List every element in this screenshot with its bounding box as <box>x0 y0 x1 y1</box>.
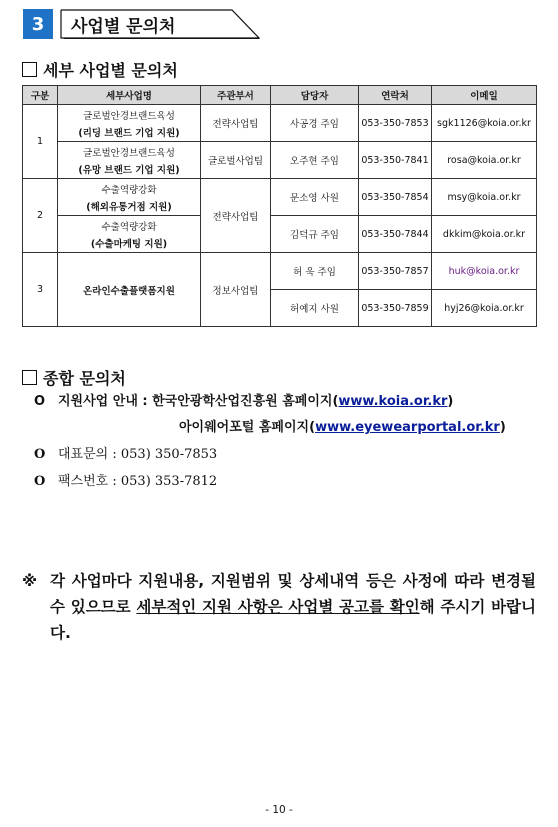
column-header: 담당자 <box>271 86 359 105</box>
table-header-row <box>23 86 537 105</box>
eyewear-portal-link[interactable]: www.eyewearportal.or.kr <box>315 420 500 435</box>
row-number: 2 <box>23 179 58 253</box>
table-row <box>23 179 537 216</box>
section-title-box <box>60 9 260 39</box>
program-subname: (유망 브랜드 기업 지원) <box>78 164 180 176</box>
person-cell: 김덕규 주임 <box>271 216 359 253</box>
phone-cell: 053-350-7854 <box>359 179 432 216</box>
program-name: 글로벌안경브랜드육성 <box>83 147 175 159</box>
detail-heading <box>22 58 178 81</box>
program-name: 수출역량강화 <box>101 221 157 233</box>
email-cell[interactable]: sgk1126@koia.or.kr <box>432 105 537 142</box>
table-row <box>23 216 537 253</box>
program-subname: (해외유통거점 지원) <box>86 201 172 213</box>
section-header <box>23 9 261 39</box>
department-cell: 정보사업팀 <box>201 253 271 327</box>
email-cell[interactable]: hyj26@koia.or.kr <box>432 290 537 327</box>
bullet-circle-icon: O <box>34 474 46 489</box>
notice-block <box>22 568 536 646</box>
column-header: 주관부서 <box>201 86 271 105</box>
phone-cell: 053-350-7859 <box>359 290 432 327</box>
fax-line <box>34 470 217 489</box>
row-number: 1 <box>23 105 58 179</box>
program-name: 수출역량강화 <box>101 184 157 196</box>
notice-underlined: 세부적인 지원 사항은 사업별 공고를 확인 <box>136 598 420 616</box>
support-close: ) <box>447 394 454 409</box>
program-cell <box>58 105 201 142</box>
program-subname: (리딩 브랜드 기업 지원) <box>78 127 180 139</box>
column-header: 연락처 <box>359 86 432 105</box>
contacts-table <box>22 85 537 327</box>
email-cell[interactable]: dkkim@koia.or.kr <box>432 216 537 253</box>
support-info-line <box>34 390 453 409</box>
notice-text <box>50 568 536 646</box>
koia-homepage-link[interactable]: www.koia.or.kr <box>338 394 448 409</box>
bullet-circle-icon: O <box>34 447 46 462</box>
program-cell: 온라인수출플랫폼지원 <box>58 253 201 327</box>
column-header: 구분 <box>23 86 58 105</box>
department-cell: 전략사업팀 <box>201 179 271 253</box>
portal-label: 아이웨어포털 홈페이지( <box>179 420 316 435</box>
section-title: 사업별 문의처 <box>71 17 176 37</box>
phone-cell: 053-350-7844 <box>359 216 432 253</box>
department-cell: 글로벌사업팀 <box>201 142 271 179</box>
program-cell <box>58 179 201 216</box>
detail-heading-text: 세부 사업별 문의처 <box>43 61 178 80</box>
column-header: 이메일 <box>432 86 537 105</box>
page-number: - 10 - <box>265 804 293 816</box>
program-name: 글로벌안경브랜드육성 <box>83 110 175 122</box>
portal-close: ) <box>499 420 506 435</box>
notice-part1: 각 사업마다 지원내용, 지원범위 및 상세내역 등은 사정에 따라 변경될 수 있으므로 <box>50 572 536 616</box>
email-cell[interactable]: rosa@koia.or.kr <box>432 142 537 179</box>
table-row <box>23 105 537 142</box>
checkbox-square-icon <box>22 370 37 385</box>
checkbox-square-icon <box>22 62 37 77</box>
person-cell: 문소영 사원 <box>271 179 359 216</box>
main-phone-text: 대표문의 : 053) 350-7853 <box>58 447 218 462</box>
person-cell: 허예지 사원 <box>271 290 359 327</box>
column-header: 세부사업명 <box>58 86 201 105</box>
person-cell: 사공경 주임 <box>271 105 359 142</box>
table-row <box>23 253 537 290</box>
bullet-circle-icon: O <box>34 394 46 409</box>
phone-cell: 053-350-7853 <box>359 105 432 142</box>
program-subname: (수출마케팅 지원) <box>90 238 168 250</box>
person-cell: 오주현 주임 <box>271 142 359 179</box>
program-cell <box>58 216 201 253</box>
phone-cell: 053-350-7841 <box>359 142 432 179</box>
email-cell[interactable]: huk@koia.or.kr <box>432 253 537 290</box>
table-row <box>23 142 537 179</box>
general-heading <box>22 366 126 389</box>
section-number: 3 <box>23 9 53 39</box>
department-cell: 전략사업팀 <box>201 105 271 142</box>
main-phone-line <box>34 443 217 462</box>
phone-cell: 053-350-7857 <box>359 253 432 290</box>
reference-mark-icon: ※ <box>22 572 38 590</box>
general-heading-text: 종합 문의처 <box>43 369 126 388</box>
portal-info-line <box>179 416 506 435</box>
fax-text: 팩스번호 : 053) 353-7812 <box>58 474 218 489</box>
program-cell <box>58 142 201 179</box>
email-cell[interactable]: msy@koia.or.kr <box>432 179 537 216</box>
row-number: 3 <box>23 253 58 327</box>
notice-part2: 해 주시기 바랍니다. <box>50 598 536 642</box>
support-label: 지원사업 안내 : 한국안광학산업진흥원 홈페이지( <box>58 394 339 409</box>
person-cell: 허 욱 주임 <box>271 253 359 290</box>
